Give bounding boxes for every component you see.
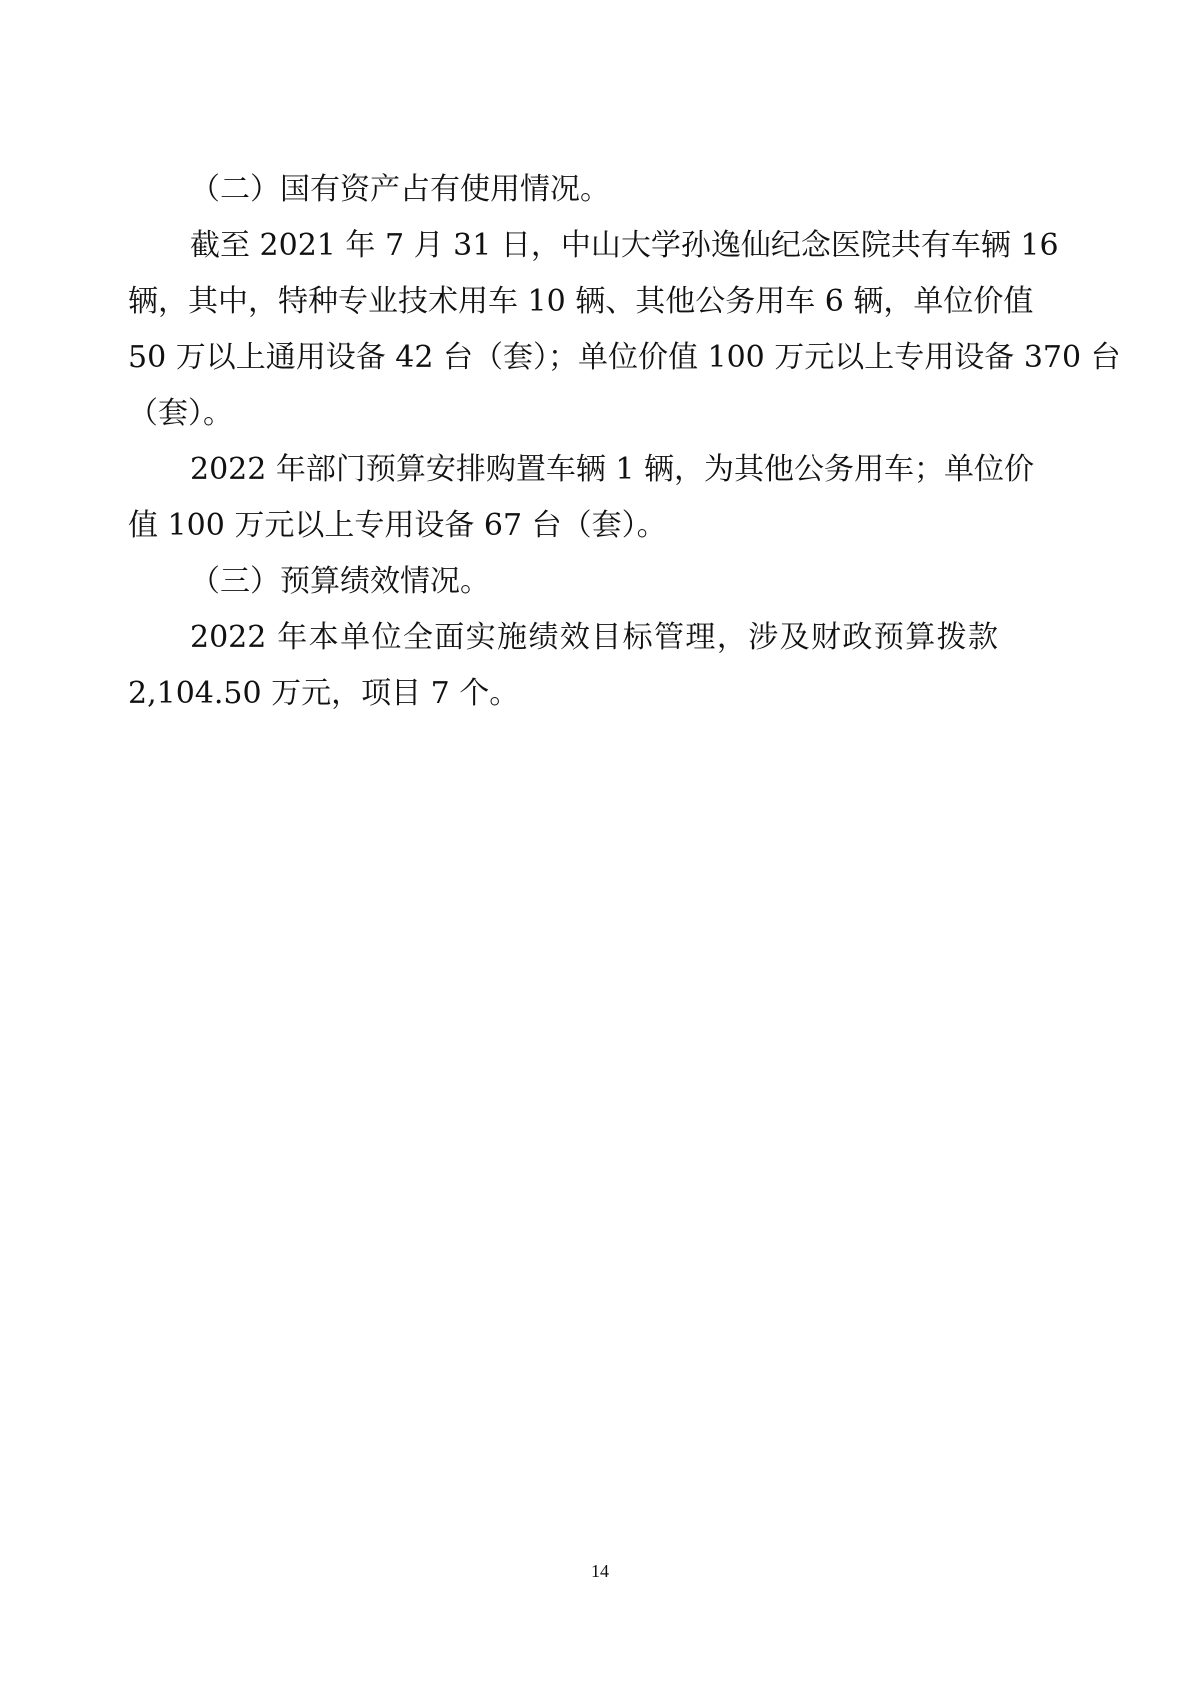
paragraph3-line-1: 2022 年本单位全面实施绩效目标管理，涉及财政预算拨款 bbox=[190, 620, 998, 655]
paragraph2-line-2: 值 100 万元以上专用设备 67 台（套）。 bbox=[128, 508, 667, 543]
section-two-heading: （二）国有资产占有使用情况。 bbox=[190, 172, 610, 207]
page-number: 14 bbox=[591, 1561, 609, 1581]
paragraph2-line-1: 2022 年部门预算安排购置车辆 1 辆，为其他公务用车；单位价 bbox=[190, 452, 1035, 487]
paragraph1-line-2: 辆，其中，特种专业技术用车 10 辆、其他公务用车 6 辆，单位价值 bbox=[128, 284, 1034, 319]
paragraph1-line-1: 截至 2021 年 7 月 31 日，中山大学孙逸仙纪念医院共有车辆 16 bbox=[190, 228, 1059, 263]
paragraph3-line-2: 2,104.50 万元，项目 7 个。 bbox=[128, 676, 520, 711]
paragraph1-line-3: 50 万以上通用设备 42 台（套）；单位价值 100 万元以上专用设备 370 台 bbox=[128, 340, 1121, 375]
section-three-heading: （三）预算绩效情况。 bbox=[190, 564, 490, 599]
paragraph1-line-4: （套）。 bbox=[128, 396, 233, 431]
